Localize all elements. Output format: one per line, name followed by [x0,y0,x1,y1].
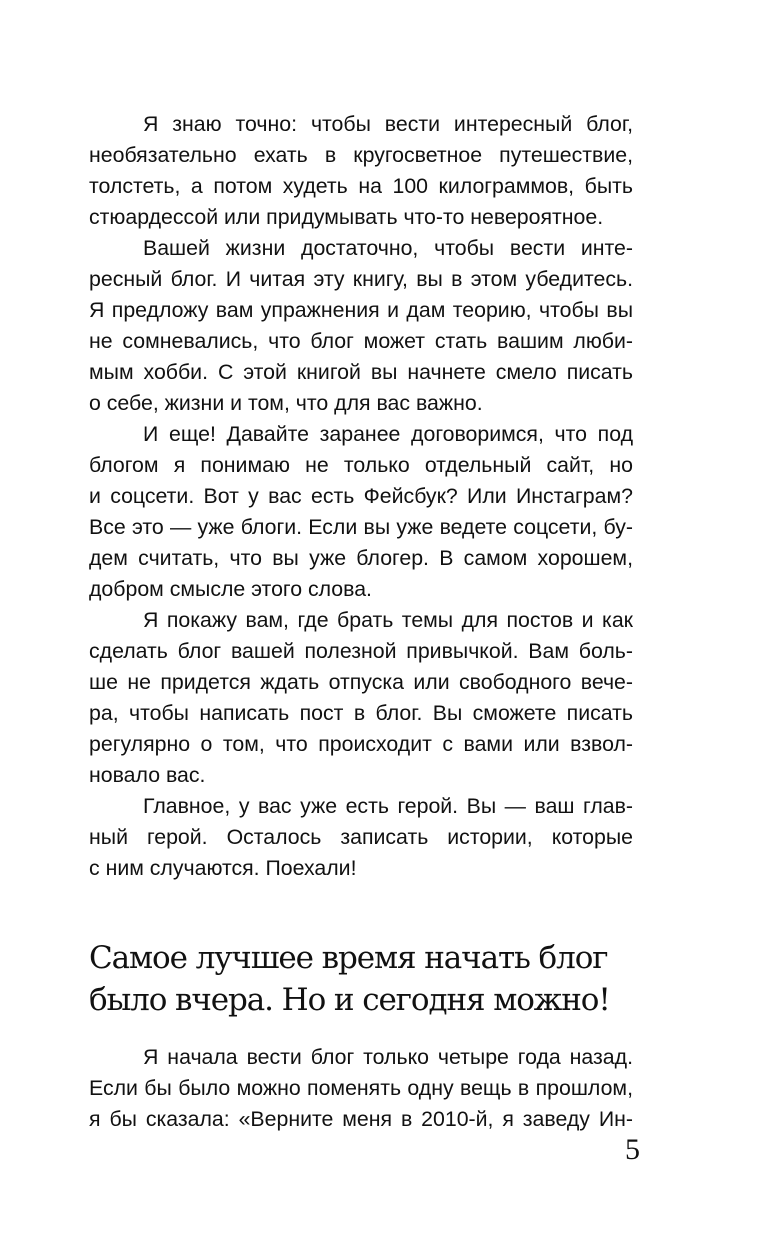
text-line: Я начала вести блог только четыре года назад. [143,1045,633,1069]
section-heading [89,937,633,1021]
text-line: Я знаю точно: чтобы вести интересный блог, [143,112,633,136]
text-line: ный герой. Осталось записать истории, которые [89,825,633,849]
heading-line: было вчера. Но и сегодня можно! [89,982,610,1018]
text-line: мым хобби. С этой книгой вы начнете смело писать [89,360,633,384]
text-line: Главное, у вас уже есть герой. Вы — ваш глав- [143,794,633,818]
text-line: и соцсети. Вот у вас есть Фейсбук? Или Инстаграм? [89,484,633,508]
text-line: ше не придется ждать отпуска или свободного вече- [89,670,633,694]
text-line: блогом я понимаю не только отдельный сайт, но [89,453,633,477]
text-line: я бы сказала: «Верните меня в 2010-й, я заведу Ин- [89,1107,633,1131]
text-line: с ним случаются. Поехали! [89,856,357,880]
text-line: ра, чтобы написать пост в блог. Вы сможете писать [89,701,633,725]
text-line: И еще! Давайте заранее договоримся, что под [143,422,633,446]
text-line: регулярно о том, что происходит с вами или взвол- [89,732,633,756]
text-line: добром смысле этого слова. [89,577,372,601]
text-line: о себе, жизни и том, что для вас важно. [89,391,483,415]
text-line: толстеть, а потом худеть на 100 килограммов, быть [89,174,633,198]
paragraph-3 [89,419,633,605]
page-content [89,109,633,1135]
heading-line: Самое лучшее время начать блог [89,940,608,976]
text-line: Все это — уже блоги. Если вы уже ведете соцсети, бу- [89,515,633,539]
text-line: Если бы было можно поменять одну вещь в прошлом, [89,1076,633,1100]
section-paragraph [89,1042,633,1135]
text-line: необязательно ехать в кругосветное путешествие, [89,143,633,167]
text-line: Я покажу вам, где брать темы для постов и как [143,608,633,632]
paragraph-1 [89,109,633,233]
paragraph-5 [89,791,633,884]
paragraph-4 [89,605,633,791]
text-line: новало вас. [89,763,206,787]
text-line: дем считать, что вы уже блогер. В самом хорошем, [89,546,633,570]
page-number: 5 [625,1133,640,1166]
text-line: стюардессой или придумывать что-то невероятное. [89,205,604,229]
text-line: Я предложу вам упражнения и дам теорию, чтобы вы [89,298,633,322]
text-line: ресный блог. И читая эту книгу, вы в этом убедитесь. [89,267,633,291]
text-line: сделать блог вашей полезной привычкой. Вам боль- [89,639,633,663]
text-line: Вашей жизни достаточно, чтобы вести инте- [143,236,633,260]
paragraph-2 [89,233,633,419]
text-line: не сомневались, что блог может стать вашим люби- [89,329,633,353]
